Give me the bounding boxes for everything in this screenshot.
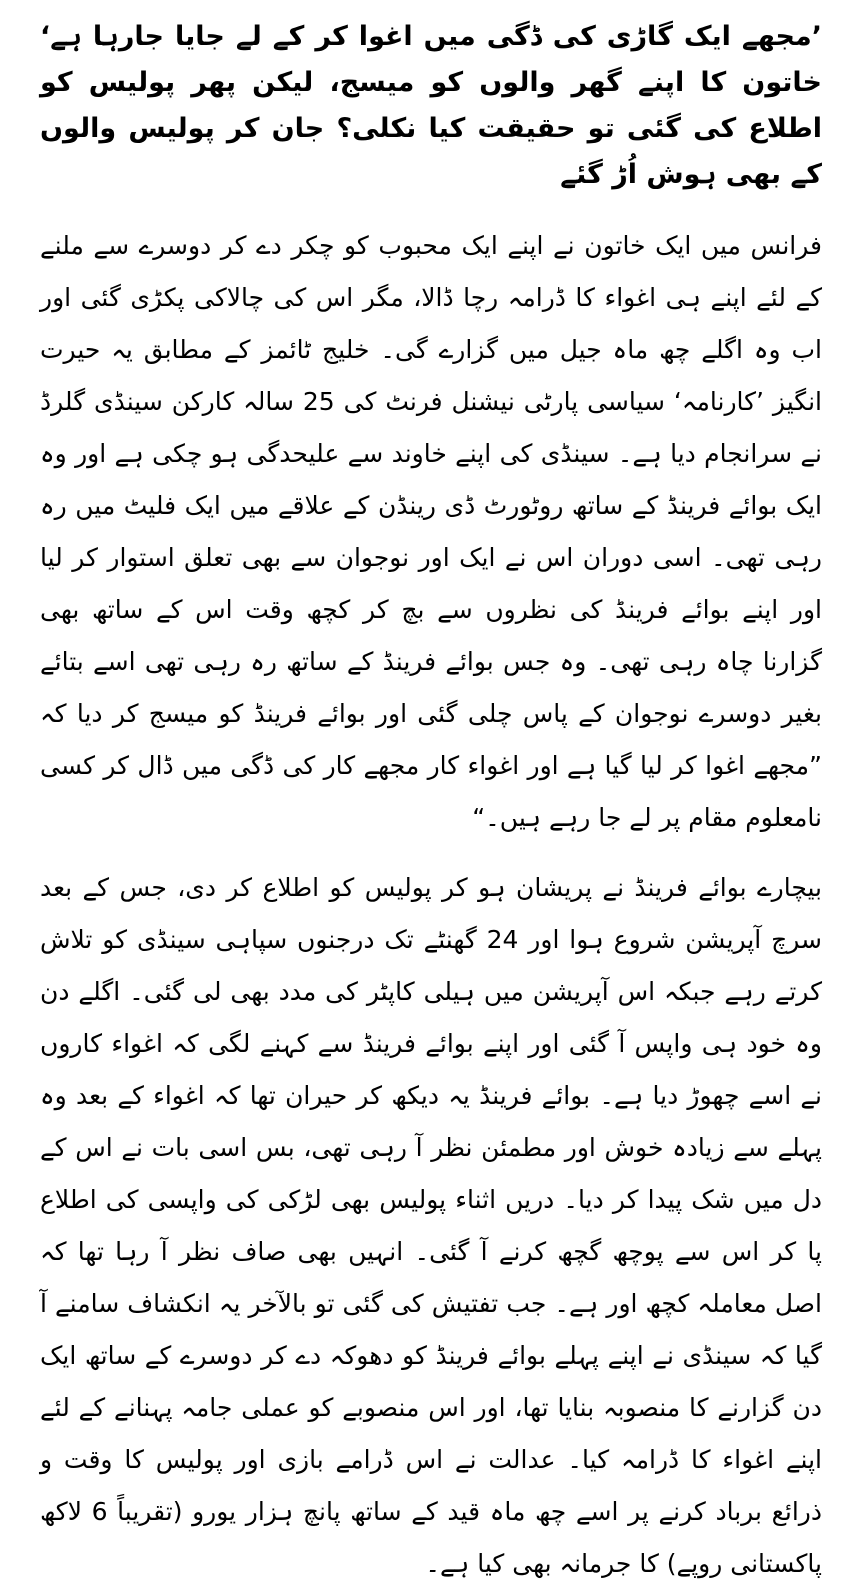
article-paragraph: بیچارے بوائے فرینڈ نے پریشان ہو کر پولیس کو اطلاع کر دی، جس کے بعد سرچ آپریشن شروع ہوا اور 24 گھنٹے تک درجنوں سپاہی سینڈی کو تلاش کرتے رہے جبکہ اس آپریشن میں ہیلی کاپٹر کی مدد بھی لی گئی۔ اگلے دن وہ خود ہی واپس آ گئی اور اپنے بوائے فرینڈ سے کہنے لگی کہ اغواء کاروں نے اسے چھوڑ دیا ہے۔ بوائے فرینڈ یہ دیکھ کر حیران تھا کہ اغواء کے بعد وہ پہلے سے زیادہ خوش اور مطمئن نظر آ رہی تھی، بس اسی بات نے اس کے دل میں شک پیدا کر دیا۔ دریں اثناء پولیس بھی لڑکی کی واپسی کی اطلاع پا کر اس سے پوچھ گچھ کرنے آ گئی۔ انہیں بھی صاف نظر آ رہا تھا کہ اصل معاملہ کچھ اور ہے۔ جب تفتیش کی گئی تو بالآخر یہ انکشاف سامنے آ گیا کہ سینڈی نے اپنے پہلے بوائے فرینڈ کو دھوکہ دے کر دوسرے کے ساتھ ایک دن گزارنے کا منصوبہ بنایا تھا، اور اس منصوبے کو عملی جامہ پہنانے کے لئے اپنے اغواء کا ڈرامہ کیا۔ عدالت نے اس ڈرامے بازی اور پولیس کا وقت و ذرائع برباد کرنے پر اسے چھ ماہ قید کے ساتھ پانچ ہزار یورو (تقریباً 6 لاکھ پاکستانی روپے) کا جرمانہ بھی کیا ہے۔: [40, 873, 823, 1578]
article-paragraph: فرانس میں ایک خاتون نے اپنے ایک محبوب کو چکر دے کر دوسرے سے ملنے کے لئے اپنے ہی اغواء کا ڈرامہ رچا ڈالا، مگر اس کی چالاکی پکڑی گئی اور اب وہ اگلے چھ ماہ جیل میں گزارے گی۔ خلیج ٹائمز کے مطابق یہ حیرت انگیز ’کارنامہ‘ سیاسی پارٹی نیشنل فرنٹ کی 25 سالہ کارکن سینڈی گلرڈ نے سرانجام دیا ہے۔ سینڈی کی اپنے خاوند سے علیحدگی ہو چکی ہے اور وہ ایک بوائے فرینڈ کے ساتھ روٹورٹ ڈی رینڈن کے علاقے میں ایک فلیٹ میں رہ رہی تھی۔ اسی دوران اس نے ایک اور نوجوان سے بھی تعلق استوار کر لیا اور اپنے بوائے فرینڈ کی نظروں سے بچ کر کچھ وقت اس کے ساتھ بھی گزارنا چاہ رہی تھی۔ وہ جس بوائے فرینڈ کے ساتھ رہ رہی تھی اسے بتائے بغیر دوسرے نوجوان کے پاس چلی گئی اور بوائے فرینڈ کو میسج کر دیا کہ ”مجھے اغوا کر لیا گیا ہے اور اغواء کار مجھے کار کی ڈگی میں ڈال کر کسی نامعلوم مقام پر لے جا رہے ہیں۔“: [40, 231, 822, 832]
article-headline: ’مجھے ایک گاڑی کی ڈگی میں اغوا کر کے لے جایا جارہا ہے‘ خاتون کا اپنے گھر والوں کو میسج، لیکن پھر پولیس کو اطلاع کی گئی تو حقیقت کیا نکلی؟ جان کر پولیس والوں کے بھی ہوش اُڑ گئے: [40, 21, 822, 190]
